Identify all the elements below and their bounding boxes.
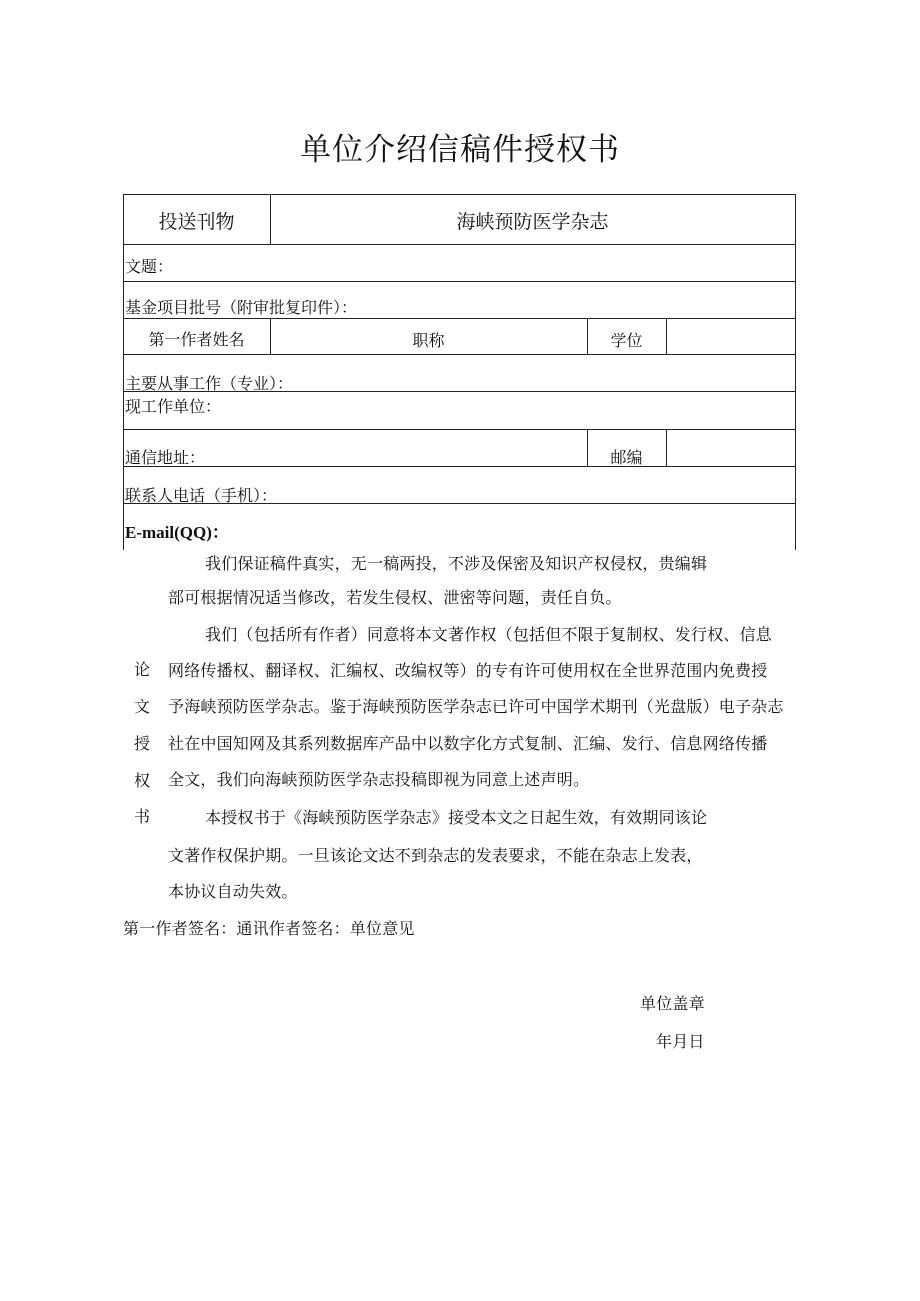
side-label-char: 权	[134, 771, 151, 790]
guarantee-line: 我们保证稿件真实，无一稿两投，不涉及保密及知识产权侵权，贵编辑	[205, 554, 708, 573]
table-rule	[123, 466, 796, 467]
validity-line: 本授权书于《海峡预防医学杂志》接受本文之日起生效，有效期同该论	[205, 808, 708, 827]
table-rule	[123, 354, 796, 355]
article-title-label: 文题：	[125, 257, 174, 276]
major-work-label: 主要从事工作（专业）：	[125, 374, 294, 393]
table-rule	[123, 281, 796, 282]
address-label: 通信地址：	[125, 448, 206, 467]
journal-value: 海峡预防医学杂志	[456, 211, 609, 233]
table-rule	[123, 429, 796, 430]
email-label: E-mail(QQ)：	[125, 523, 229, 542]
table-rule	[123, 194, 796, 195]
copyright-line: 网络传播权、翻译权、汇编权、改编权等）的专有许可使用权在全世界范围内免费授	[168, 661, 768, 680]
info-form-table	[123, 194, 796, 550]
guarantee-line: 部可根据情况适当修改，若发生侵权、泄密等问题，责任自负。	[168, 588, 622, 607]
postcode-label: 邮编	[610, 448, 643, 467]
unit-seal-label: 单位盖章	[640, 994, 705, 1013]
side-label-char: 书	[134, 807, 151, 826]
copyright-line: 社在中国知网及其系列数据库产品中以数字化方式复制、汇编、发行、信息网络传播	[168, 734, 768, 753]
validity-line: 文著作权保护期。一旦该论文达不到杂志的发表要求，不能在杂志上发表，	[168, 846, 703, 865]
copyright-line: 予海峡预防医学杂志。鉴于海峡预防医学杂志已许可中国学术期刊（光盘版）电子杂志	[168, 697, 784, 716]
document-title: 单位介绍信稿件授权书	[300, 132, 620, 168]
validity-line: 本协议自动失效。	[168, 882, 298, 901]
copyright-line: 全文，我们向海峡预防医学杂志投稿即视为同意上述声明。	[168, 770, 590, 789]
professional-title-label: 职称	[412, 331, 445, 350]
first-author-label: 第一作者姓名	[148, 330, 245, 349]
table-rule	[666, 318, 667, 354]
side-label-char: 文	[134, 697, 151, 716]
table-rule	[666, 429, 667, 466]
current-unit-label: 现工作单位：	[125, 397, 222, 416]
degree-label: 学位	[610, 331, 643, 350]
fund-label: 基金项目批号（附审批复印件）：	[125, 298, 358, 317]
side-label-char: 授	[134, 734, 151, 753]
signature-line: 第一作者签名：通讯作者签名：单位意见	[123, 919, 415, 938]
table-rule	[123, 244, 796, 245]
journal-label: 投送刊物	[158, 211, 235, 233]
copyright-line: 我们（包括所有作者）同意将本文著作权（包括但不限于复制权、发行权、信息	[205, 625, 773, 644]
table-rule	[795, 194, 796, 550]
table-rule	[123, 318, 796, 319]
phone-label: 联系人电话（手机）：	[125, 486, 278, 505]
side-label-char: 论	[134, 660, 151, 679]
date-label: 年月日	[656, 1032, 705, 1051]
table-rule	[123, 194, 124, 550]
